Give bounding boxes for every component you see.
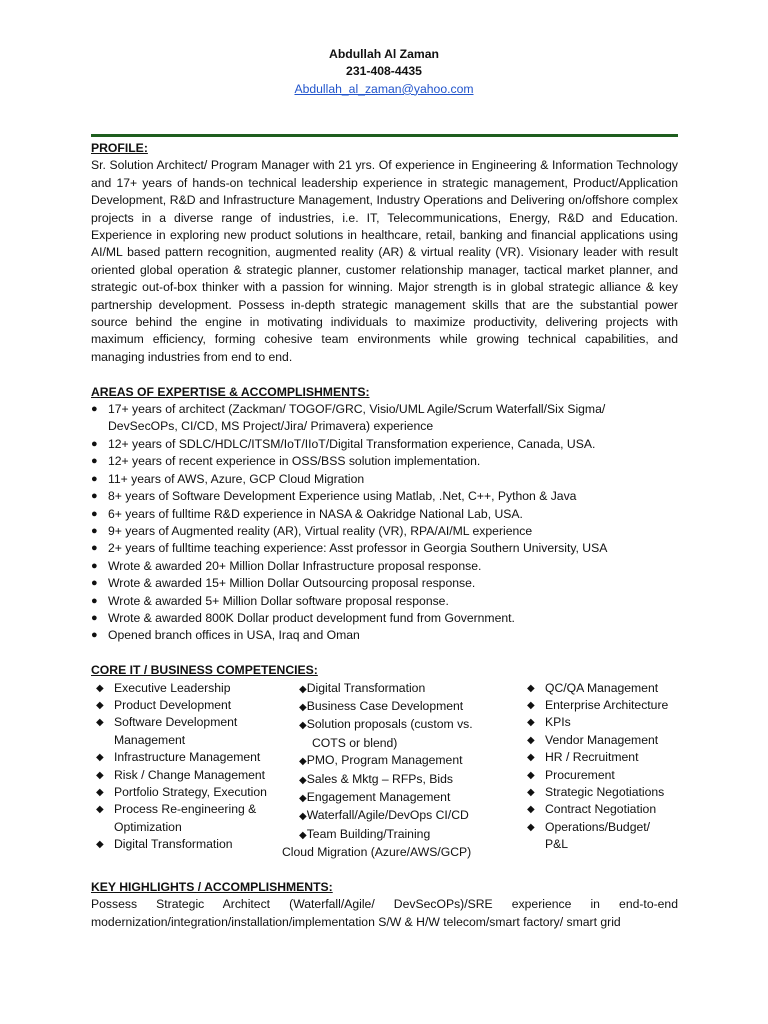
competencies-column-1 (91, 680, 299, 862)
list-item: ● 11+ years of AWS, Azure, GCP Cloud Migration (91, 471, 678, 488)
candidate-name: Abdullah Al Zaman (329, 47, 439, 61)
list-item: ● Wrote & awarded 5+ Million Dollar software proposal response. (91, 593, 678, 610)
bullet-icon: ● (91, 490, 98, 503)
list-item-continued: COTS or blend) (312, 735, 398, 750)
list-item: ● Opened branch offices in USA, Iraq and Oman (91, 627, 678, 644)
contact-header (0, 46, 768, 98)
diamond-bullet-icon: ◆ (527, 682, 535, 694)
profile-heading: PROFILE: (91, 141, 148, 155)
list-item: ◆Solution proposals (custom vs. (299, 717, 473, 732)
list-item: ◆ Contract Negotiation (529, 801, 678, 818)
list-item-continued: P&L (545, 837, 569, 852)
diamond-bullet-icon: ◆ (96, 804, 104, 816)
bullet-icon: ● (91, 559, 98, 572)
list-item: ◆ Procurement (529, 767, 678, 784)
list-item: ● 2+ years of fulltime teaching experience: Asst professor in Georgia Southern University, USA (91, 540, 678, 557)
list-item: ● Wrote & awarded 15+ Million Dollar Outsourcing proposal response. (91, 575, 678, 592)
list-item: ◆ Infrastructure Management (91, 749, 299, 766)
bullet-icon: ● (91, 507, 98, 520)
list-item: ◆Business Case Development (299, 698, 464, 713)
bullet-icon: ● (91, 611, 98, 624)
list-item: ● 9+ years of Augmented reality (AR), Virtual reality (VR), RPA/AI/ML experience (91, 523, 678, 540)
list-item: ◆PMO, Program Management (299, 753, 463, 768)
bullet-icon: ● (91, 594, 98, 607)
header-divider (91, 134, 678, 137)
diamond-bullet-icon: ◆ (299, 811, 307, 823)
list-item: ◆Sales & Mktg – RFPs, Bids (299, 771, 454, 786)
diamond-bullet-icon: ◆ (299, 683, 307, 695)
diamond-bullet-icon: ◆ (527, 787, 535, 798)
bullet-icon: ● (91, 455, 98, 468)
list-item-continued: Optimization (114, 819, 182, 834)
diamond-bullet-icon: ◆ (527, 717, 535, 729)
diamond-bullet-icon: ◆ (527, 699, 535, 711)
list-item: Cloud Migration (Azure/AWS/GCP) (282, 845, 472, 860)
highlights-text: Possess Strategic Architect (Waterfall/Agile/ DevSecOPs)/SRE experience in end-to-end modernization/integration/installation/implementation S/W & H/W telecom/smart factory/ smart grid (91, 897, 678, 929)
list-item: ◆ Strategic Negotiations (529, 784, 678, 801)
list-item: ◆ Vendor Management (529, 732, 678, 749)
diamond-bullet-icon: ◆ (96, 752, 104, 764)
list-item: ◆ KPIs (529, 714, 678, 731)
diamond-bullet-icon: ◆ (96, 839, 104, 851)
list-item: ● Wrote & awarded 800K Dollar product development fund from Government. (91, 610, 678, 627)
resume-body (91, 140, 678, 931)
competencies-grid (91, 680, 678, 862)
list-item: ◆Engagement Management (299, 790, 451, 804)
diamond-bullet-icon: ◆ (527, 821, 535, 833)
list-item: ◆ Executive Leadership (91, 680, 299, 697)
diamond-bullet-icon: ◆ (299, 793, 307, 804)
expertise-list (91, 401, 678, 645)
bullet-icon: ● (91, 542, 98, 555)
list-item: ◆ Product Development (91, 697, 299, 714)
phone-number: 231-408-4435 (346, 64, 422, 79)
list-item-continued: Management (114, 732, 186, 747)
list-item: ◆ Software Development (91, 714, 299, 731)
list-item: ◆ QC/QA Management (529, 680, 678, 697)
list-item: ◆Digital Transformation (299, 680, 426, 695)
bullet-icon: ● (91, 437, 98, 450)
competencies-heading: CORE IT / BUSINESS COMPETENCIES: (91, 663, 318, 678)
list-item: ● 6+ years of fulltime R&D experience in NASA & Oakridge National Lab, USA. (91, 506, 678, 523)
diamond-bullet-icon: ◆ (299, 701, 307, 713)
highlights-heading: KEY HIGHLIGHTS / ACCOMPLISHMENTS: (91, 880, 333, 895)
list-item: ◆ Digital Transformation (91, 836, 299, 853)
diamond-bullet-icon: ◆ (299, 829, 307, 841)
competencies-column-3 (529, 680, 678, 862)
list-item: ◆ HR / Recruitment (529, 749, 678, 766)
diamond-bullet-icon: ◆ (96, 717, 104, 729)
list-item: ◆ Enterprise Architecture (529, 697, 678, 714)
diamond-bullet-icon: ◆ (299, 774, 307, 786)
list-item: ◆ Operations/Budget/ (529, 819, 678, 836)
bullet-icon: ● (91, 577, 98, 590)
bullet-icon: ● (91, 403, 98, 416)
list-item: ◆ Risk / Change Management (91, 767, 299, 784)
list-item: ● Wrote & awarded 20+ Million Dollar Infrastructure proposal response. (91, 558, 678, 575)
diamond-bullet-icon: ◆ (96, 769, 104, 781)
profile-text: Sr. Solution Architect/ Program Manager with 21 yrs. Of experience in Engineering & Information Technology and 17+ years of hands-on technical leadership experience in strategic management, Product/Application Development, R&D and Infrastructure Management, Industry Operations and Delivering on/offshore complex projects in a diverse range of industries, i.e. IT, Telecommunications, Energy, R&D and Education. Experience in exploring new product solutions in healthcare, retail, banking and financial applications using AI/ML based pattern recognition, augmented reality (AR) & virtual reality (VR). Visionary leader with result oriented global operation & strategic planner, customer relationship manager, tactical market planner, and strategic out-of-box thinker with a passion for winning. Major strength is in global strategic alliance & key partnership development. Possess in-depth strategic management skills that are the substantial power source behind the engine in motivating individuals to maximize productivity, delivering projects with maximum efficiency, forming cohesive team environments while growing technical capabilities, and managing industries from end to end. (91, 158, 678, 364)
diamond-bullet-icon: ◆ (527, 734, 535, 746)
list-item: ◆ Portfolio Strategy, Execution (91, 784, 299, 801)
diamond-bullet-icon: ◆ (527, 752, 535, 764)
list-item: ● 12+ years of recent experience in OSS/BSS solution implementation. (91, 453, 678, 470)
bullet-icon: ● (91, 629, 98, 642)
list-item: ● 8+ years of Software Development Experience using Matlab, .Net, C++, Python & Java (91, 488, 678, 505)
list-item: ● 12+ years of SDLC/HDLC/ITSM/IoT/IIoT/Digital Transformation experience, Canada, USA. (91, 436, 678, 453)
expertise-heading: AREAS OF EXPERTISE & ACCOMPLISHMENTS: (91, 384, 370, 399)
list-item: ◆ Process Re-engineering & (91, 801, 299, 818)
bullet-icon: ● (91, 524, 98, 537)
diamond-bullet-icon: ◆ (299, 720, 307, 732)
bullet-icon: ● (91, 472, 98, 485)
list-item: ● 17+ years of architect (Zackman/ TOGOF/GRC, Visio/UML Agile/Scrum Waterfall/Six Sigma/ DevSecOPs, CI/CD, MS Project/Jira/ Primavera) experience (91, 402, 606, 434)
list-item: ◆Waterfall/Agile/DevOps CI/CD (299, 808, 469, 823)
diamond-bullet-icon: ◆ (527, 804, 535, 816)
diamond-bullet-icon: ◆ (96, 787, 104, 798)
diamond-bullet-icon: ◆ (527, 769, 535, 781)
diamond-bullet-icon: ◆ (299, 756, 307, 768)
email-link[interactable]: Abdullah_al_zaman@yahoo.com (294, 81, 474, 96)
competencies-column-2 (282, 680, 529, 862)
list-item: ◆Team Building/Training (299, 826, 431, 841)
diamond-bullet-icon: ◆ (96, 682, 104, 694)
diamond-bullet-icon: ◆ (96, 699, 104, 711)
